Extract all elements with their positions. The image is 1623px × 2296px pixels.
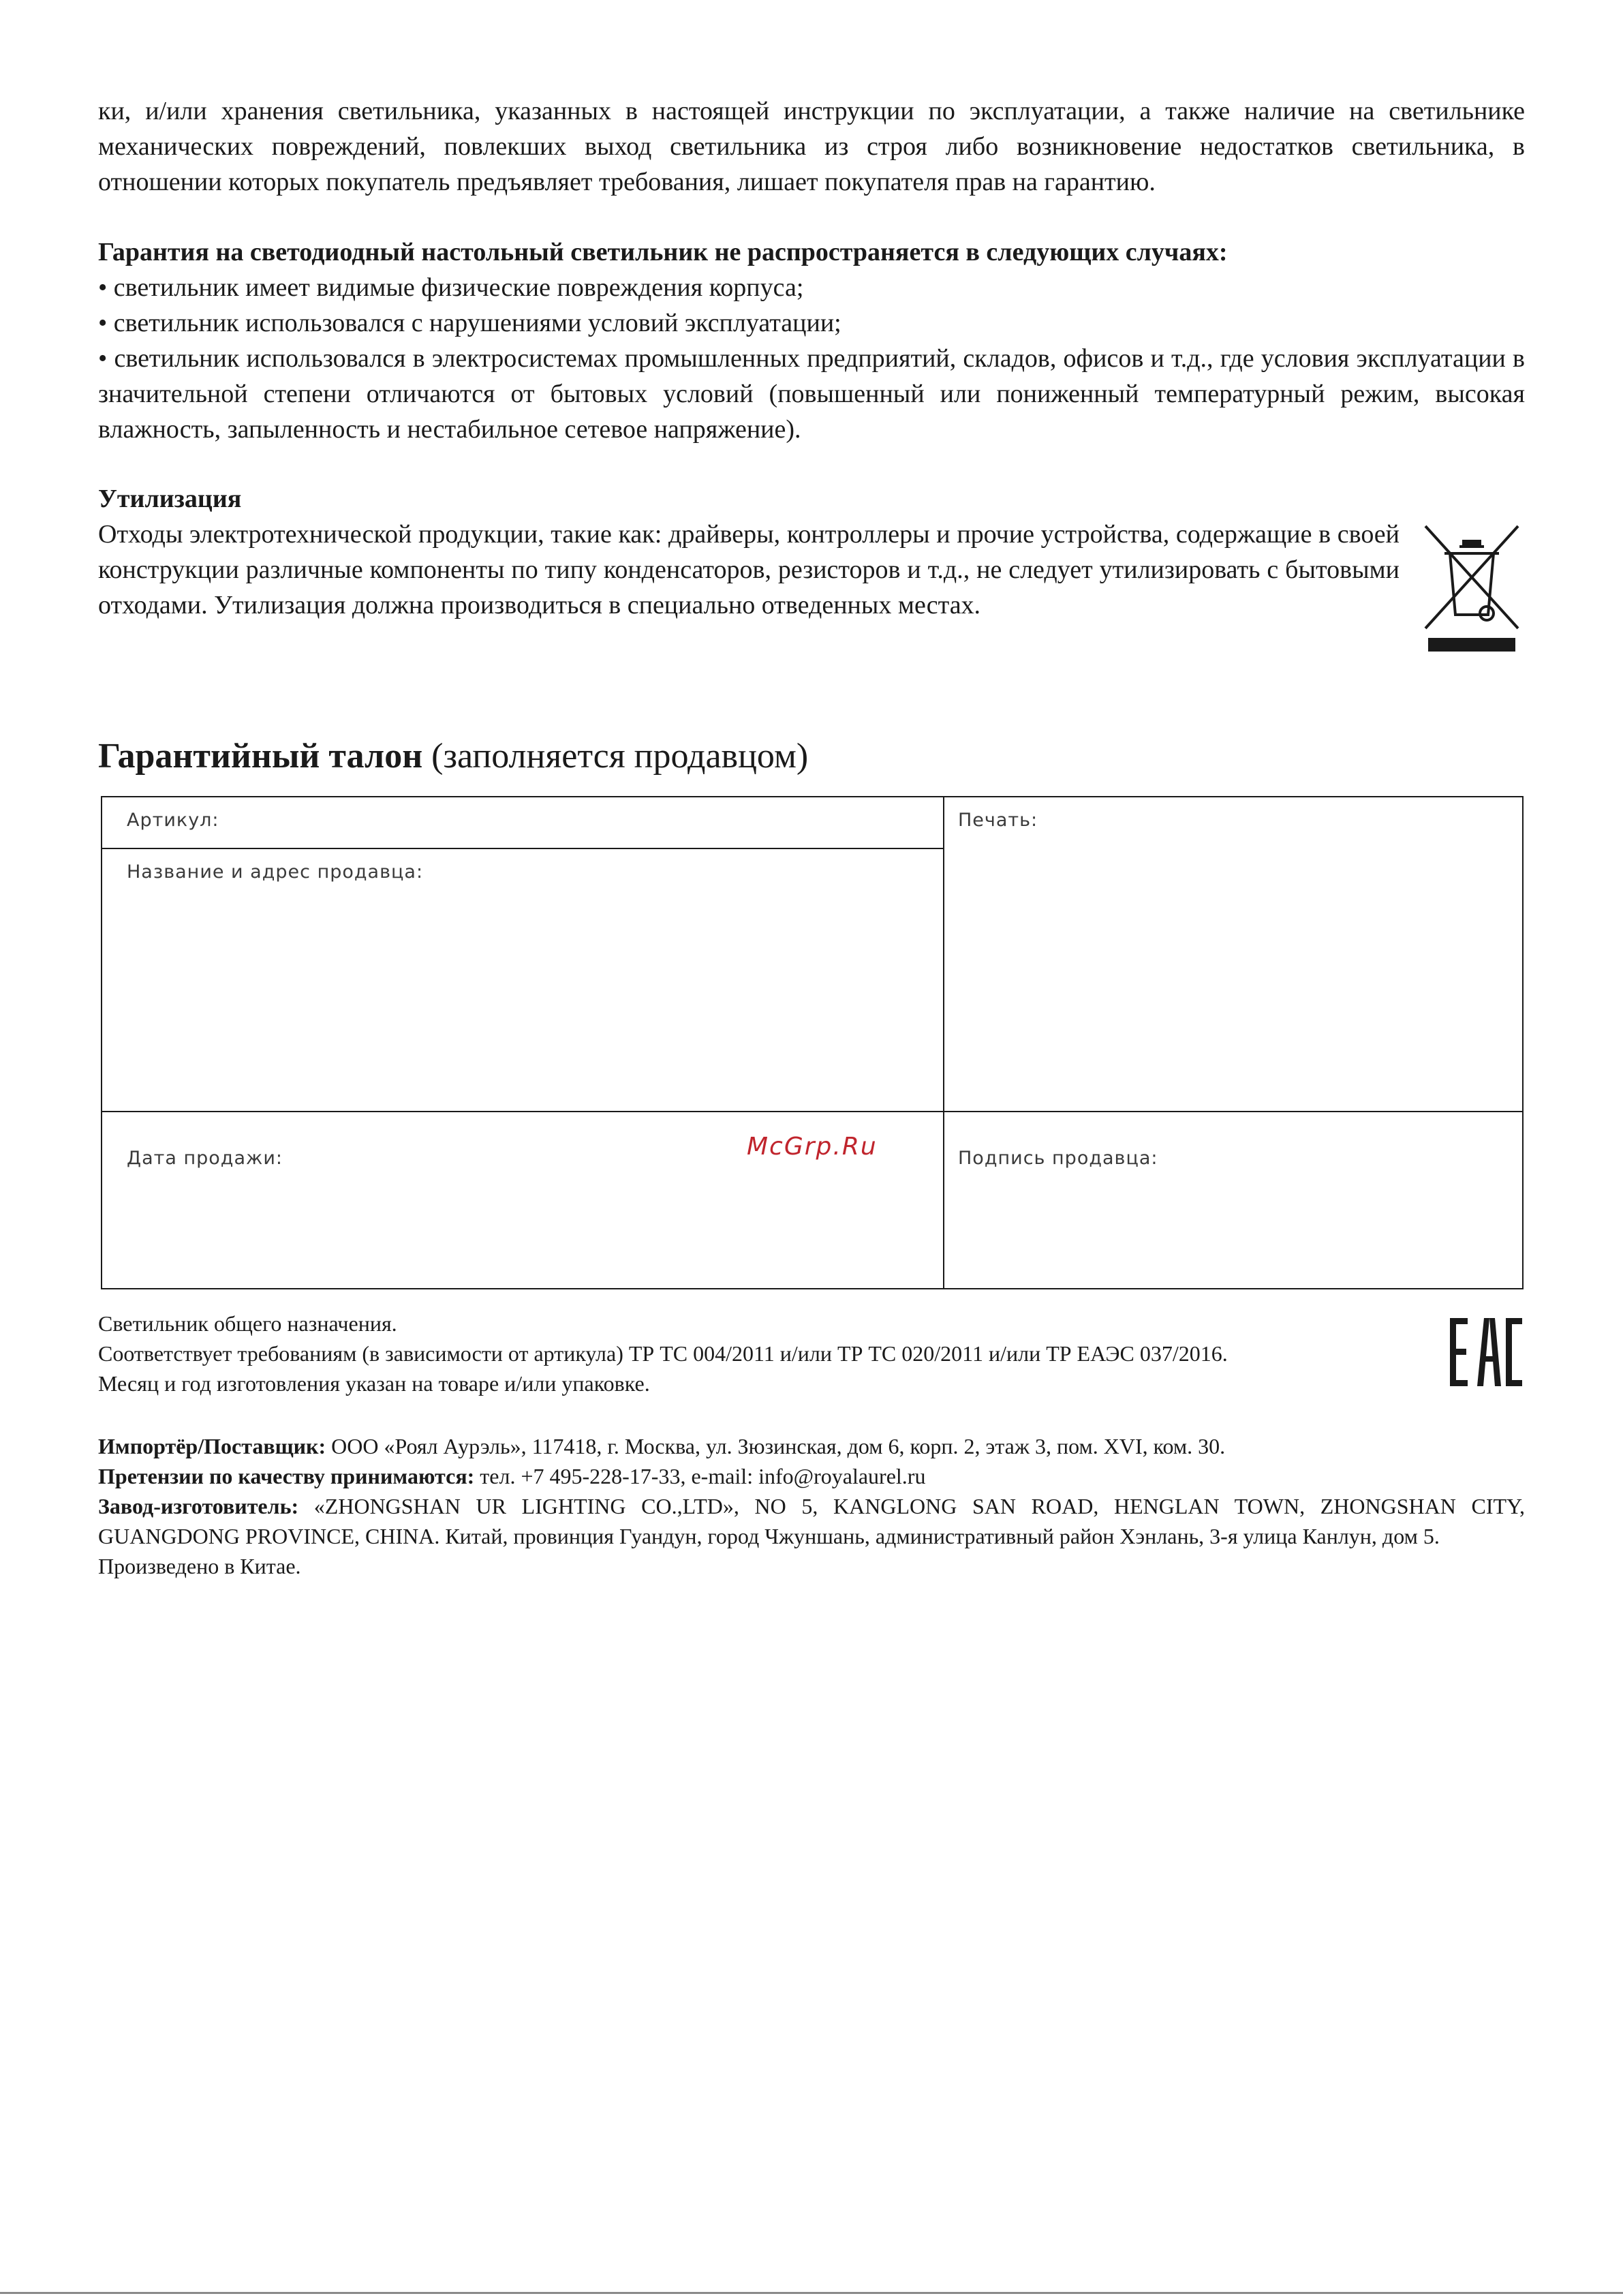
importer-info: [98, 1431, 1525, 1461]
importer-text: ООО «Роял Аурэль», 117418, г. Москва, ул. Зюзинская, дом 6, корп. 2, этаж 3, пом. XVI, ком. 30.: [326, 1434, 1226, 1458]
seller-signature-label: Подпись продавца:: [958, 1148, 1158, 1169]
article-label: Артикул:: [127, 810, 219, 831]
warranty-item: • светильник имеет видимые физические повреждения корпуса;: [98, 273, 804, 302]
top-paragraph: [98, 93, 1525, 200]
warranty-card-table: [101, 796, 1524, 1289]
factory-text: «ZHONGSHAN UR LIGHTING CO.,LTD», NO 5, KANGLONG SAN ROAD, HENGLAN TOWN, ZHONGSHAN CITY, GUANGDONG PROVINCE, CHINA. Китай, провинция Гуандун, город Чжуншань, административный район Хэнлань, 3-я улица Канлун, дом 5.: [98, 1494, 1525, 1548]
certification-line: Соответствует требованиям (в зависимости от артикула) ТР ТС 004/2011 и/или ТР ТС 020/2011 и/или ТР ЕАЭС 037/2016.: [98, 1341, 1228, 1366]
page-bottom-rule: [0, 2292, 1623, 2294]
seller-name-address-label: Название и адрес продавца:: [127, 861, 424, 883]
certification-info: [98, 1308, 1406, 1398]
table-divider: [102, 848, 943, 849]
certification-line: Светильник общего назначения.: [98, 1311, 397, 1336]
made-in: Произведено в Китае.: [98, 1554, 301, 1578]
top-paragraph-text: ки, и/или хранения светильника, указанных в настоящей инструкции по эксплуатации, а также наличие на светильнике механических повреждений, повлекших выход светильника из строя либо возникновение недостатков светильника, в отношении которых покупатель предъявляет требования, лишает покупателя прав на гарантию.: [98, 97, 1525, 196]
warranty-item: • светильник использовался в электросистемах промышленных предприятий, складов, офисов и т.д., где условия эксплуатации в значительной степени отличаются от бытовых условий (повышенный или пониженный температурный режим, высокая влажность, запыленность и нестабильное сетевое напряжение).: [98, 344, 1525, 444]
warranty-card-title-bold: Гарантийный талон: [98, 737, 423, 776]
disposal-heading: Утилизация: [98, 485, 242, 513]
claims-text: тел. +7 495-228-17-33, e-mail: info@royalaurel.ru: [474, 1464, 926, 1488]
factory-info: [98, 1491, 1525, 1551]
warranty-exclusions: [98, 234, 1525, 447]
factory-label: Завод-изготовитель:: [98, 1494, 299, 1518]
sale-date-label: Дата продажи:: [127, 1148, 283, 1169]
claims-info: [98, 1461, 1525, 1491]
watermark: McGrp.Ru: [747, 1133, 878, 1161]
crossed-out-wheelie-bin-icon: [1424, 525, 1519, 654]
disposal-text: Отходы электротехнической продукции, такие как: драйверы, контроллеры и прочие устройства, содержащие в своей конструкции различные компоненты по типу конденсаторов, резисторов и т.д., не следует утилизировать с бытовыми отходами. Утилизация должна производиться в специально отведенных местах.: [98, 520, 1400, 619]
company-info: [98, 1431, 1525, 1581]
warranty-card-title: [98, 735, 808, 778]
claims-label: Претензии по качеству принимаются:: [98, 1464, 475, 1488]
warranty-item: • светильник использовался с нарушениями условий эксплуатации;: [98, 309, 841, 337]
stamp-label: Печать:: [958, 810, 1038, 831]
warranty-heading: Гарантия на светодиодный настольный светильник не распространяется в следующих случаях:: [98, 238, 1228, 266]
importer-label: Импортёр/Поставщик:: [98, 1434, 326, 1458]
certification-line: Месяц и год изготовления указан на товаре и/или упаковке.: [98, 1371, 650, 1396]
table-divider: [943, 797, 944, 1288]
table-divider: [102, 1111, 1522, 1112]
eac-mark-icon: [1450, 1318, 1522, 1386]
warranty-card-title-note: (заполняется продавцом): [422, 737, 809, 776]
disposal-section: [98, 481, 1400, 623]
